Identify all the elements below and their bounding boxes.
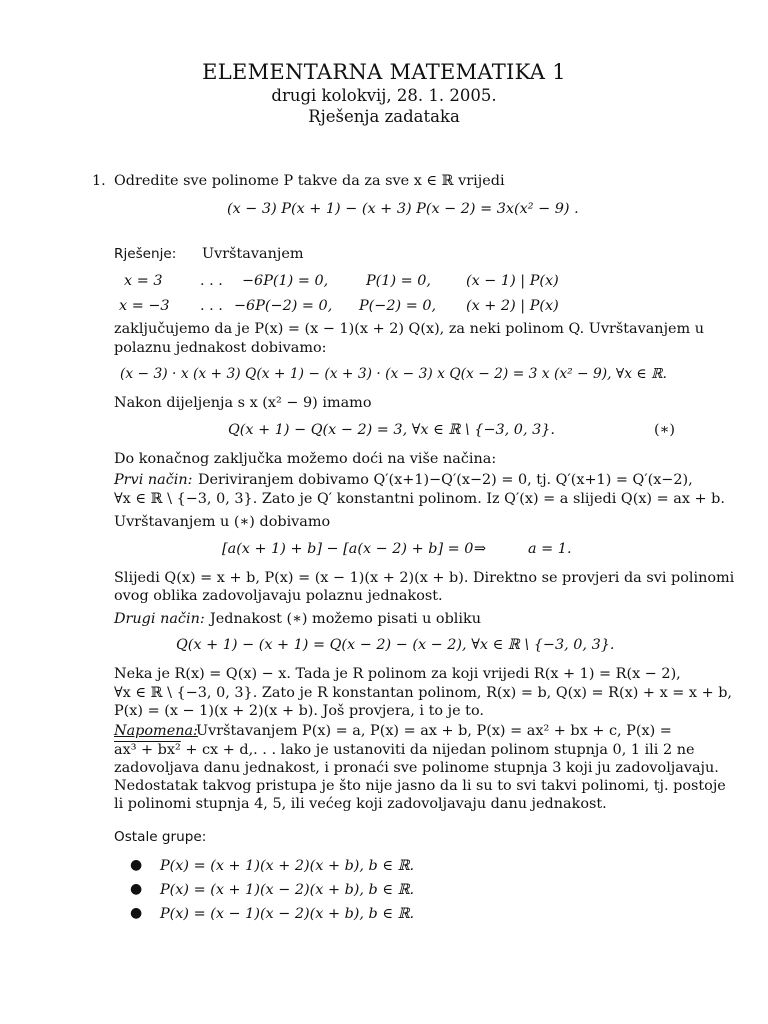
- expanded-equation: (x − 3) · x (x + 3) Q(x + 1) − (x + 3) · (x − 3) x Q(x − 2) = 3 x (x² − 9), ∀x ∈ ℝ.: [120, 366, 667, 382]
- equation-b: Q(x + 1) − (x + 1) = Q(x − 2) − (x − 2), ∀x ∈ ℝ \ {−3, 0, 3}.: [176, 637, 615, 653]
- equation-a-left: [a(x + 1) + b] − [a(x − 2) + b] = 0: [222, 541, 474, 557]
- star-tag: (∗): [654, 422, 676, 438]
- sub-row-1-b: P(1) = 0,: [366, 273, 432, 289]
- list-item: P(x) = (x − 1)(x − 2)(x + b), b ∈ ℝ.: [160, 906, 415, 922]
- note-overlined-term: ax³ + bx²: [114, 742, 181, 758]
- exam-subtitle: drugi kolokvij, 28. 1. 2005.: [271, 86, 497, 105]
- note-line-4: Nedostatak takvog pristupa je što nije jasno da li su to svi takvi polinomi, tj. postoje: [114, 778, 726, 794]
- method-2-line-3: ∀x ∈ ℝ \ {−3, 0, 3}. Zato je R konstantan polinom, R(x) = b, Q(x) = R(x) + x = x + b,: [114, 685, 732, 701]
- sub-row-2-a: −6P(−2) = 0,: [234, 298, 333, 314]
- problem-statement: Odredite sve polinome P takve da za sve x ∈ ℝ vrijedi: [114, 173, 505, 189]
- other-groups-label: Ostale grupe:: [114, 829, 207, 845]
- bullet-icon: ●: [130, 905, 143, 921]
- after-division-text: Nakon dijeljenja s x (x² − 9) imamo: [114, 395, 372, 411]
- equation-a-arrow: ⇒: [474, 541, 487, 557]
- note-line-3: zadovoljava danu jednakost, i pronaći sve polinome stupnja 3 koji ju zadovoljavaju.: [114, 760, 719, 776]
- note-line-1: Uvrštavanjem P(x) = a, P(x) = ax + b, P(x) = ax² + bx + c, P(x) =: [196, 723, 672, 739]
- sub-row-2-c: (x + 2) | P(x): [466, 298, 559, 314]
- final-intro: Do konačnog zaključka možemo doći na više načina:: [114, 451, 497, 467]
- sub-row-2-x: x = −3: [119, 298, 170, 314]
- course-title: ELEMENTARNA MATEMATIKA 1: [202, 60, 566, 84]
- method-1-line-5: ovog oblika zadovoljavaju polaznu jednakost.: [114, 588, 443, 604]
- note-label: Napomena:: [114, 723, 198, 739]
- bullet-icon: ●: [130, 857, 143, 873]
- problem-number: 1.: [92, 173, 106, 189]
- sub-row-2-b: P(−2) = 0,: [359, 298, 437, 314]
- solution-label: Rješenje:: [114, 246, 177, 262]
- list-item: P(x) = (x + 1)(x + 2)(x + b), b ∈ ℝ.: [160, 858, 415, 874]
- sub-row-1-x: x = 3: [124, 273, 163, 289]
- sub-row-1-a: −6P(1) = 0,: [242, 273, 329, 289]
- note-line-2-rest: + cx + d,. . . lako je ustanoviti da nijedan polinom stupnja 0, 1 ili 2 ne: [180, 742, 695, 758]
- method-2-line-2: Neka je R(x) = Q(x) − x. Tada je R polinom za koji vrijedi R(x + 1) = R(x − 2),: [114, 666, 681, 682]
- sub-row-1-c: (x − 1) | P(x): [466, 273, 559, 289]
- method-1-line-4: Slijedi Q(x) = x + b, P(x) = (x − 1)(x + 2)(x + b). Direktno se provjeri da svi polinomi: [114, 570, 735, 586]
- section-heading: Rješenja zadataka: [308, 107, 460, 126]
- sub-row-2-dots: . . .: [200, 298, 223, 314]
- problem-equation: (x − 3) P(x + 1) − (x + 3) P(x − 2) = 3x(x² − 9) .: [227, 201, 579, 217]
- method-1-label: Prvi način:: [114, 472, 193, 488]
- star-equation: Q(x + 1) − Q(x − 2) = 3, ∀x ∈ ℝ \ {−3, 0, 3}.: [228, 422, 555, 438]
- bullet-icon: ●: [130, 881, 143, 897]
- solution-intro: Uvrštavanjem: [202, 246, 304, 262]
- method-1-line-3: Uvrštavanjem u (∗) dobivamo: [114, 514, 331, 530]
- conclusion-line-1: zaključujemo da je P(x) = (x − 1)(x + 2) Q(x), za neki polinom Q. Uvrštavanjem u: [114, 321, 705, 337]
- list-item: P(x) = (x + 1)(x − 2)(x + b), b ∈ ℝ.: [160, 882, 415, 898]
- method-2-line-1: Jednakost (∗) možemo pisati u obliku: [210, 611, 481, 627]
- method-2-line-4: P(x) = (x − 1)(x + 2)(x + b). Još provjera, i to je to.: [114, 703, 484, 719]
- equation-a-right: a = 1.: [528, 541, 572, 557]
- method-1-line-1: Deriviranjem dobivamo Q′(x+1)−Q′(x−2) = 0, tj. Q′(x+1) = Q′(x−2),: [198, 472, 693, 488]
- sub-row-1-dots: . . .: [200, 273, 223, 289]
- method-1-line-2: ∀x ∈ ℝ \ {−3, 0, 3}. Zato je Q′ konstantni polinom. Iz Q′(x) = a slijedi Q(x) = ax + b.: [114, 491, 725, 507]
- note-line-2: [114, 741, 694, 759]
- method-2-label: Drugi način:: [114, 611, 205, 627]
- note-line-5: li polinomi stupnja 4, 5, ili većeg koji zadovoljavaju danu jednakost.: [114, 796, 607, 812]
- conclusion-line-2: polaznu jednakost dobivamo:: [114, 340, 327, 356]
